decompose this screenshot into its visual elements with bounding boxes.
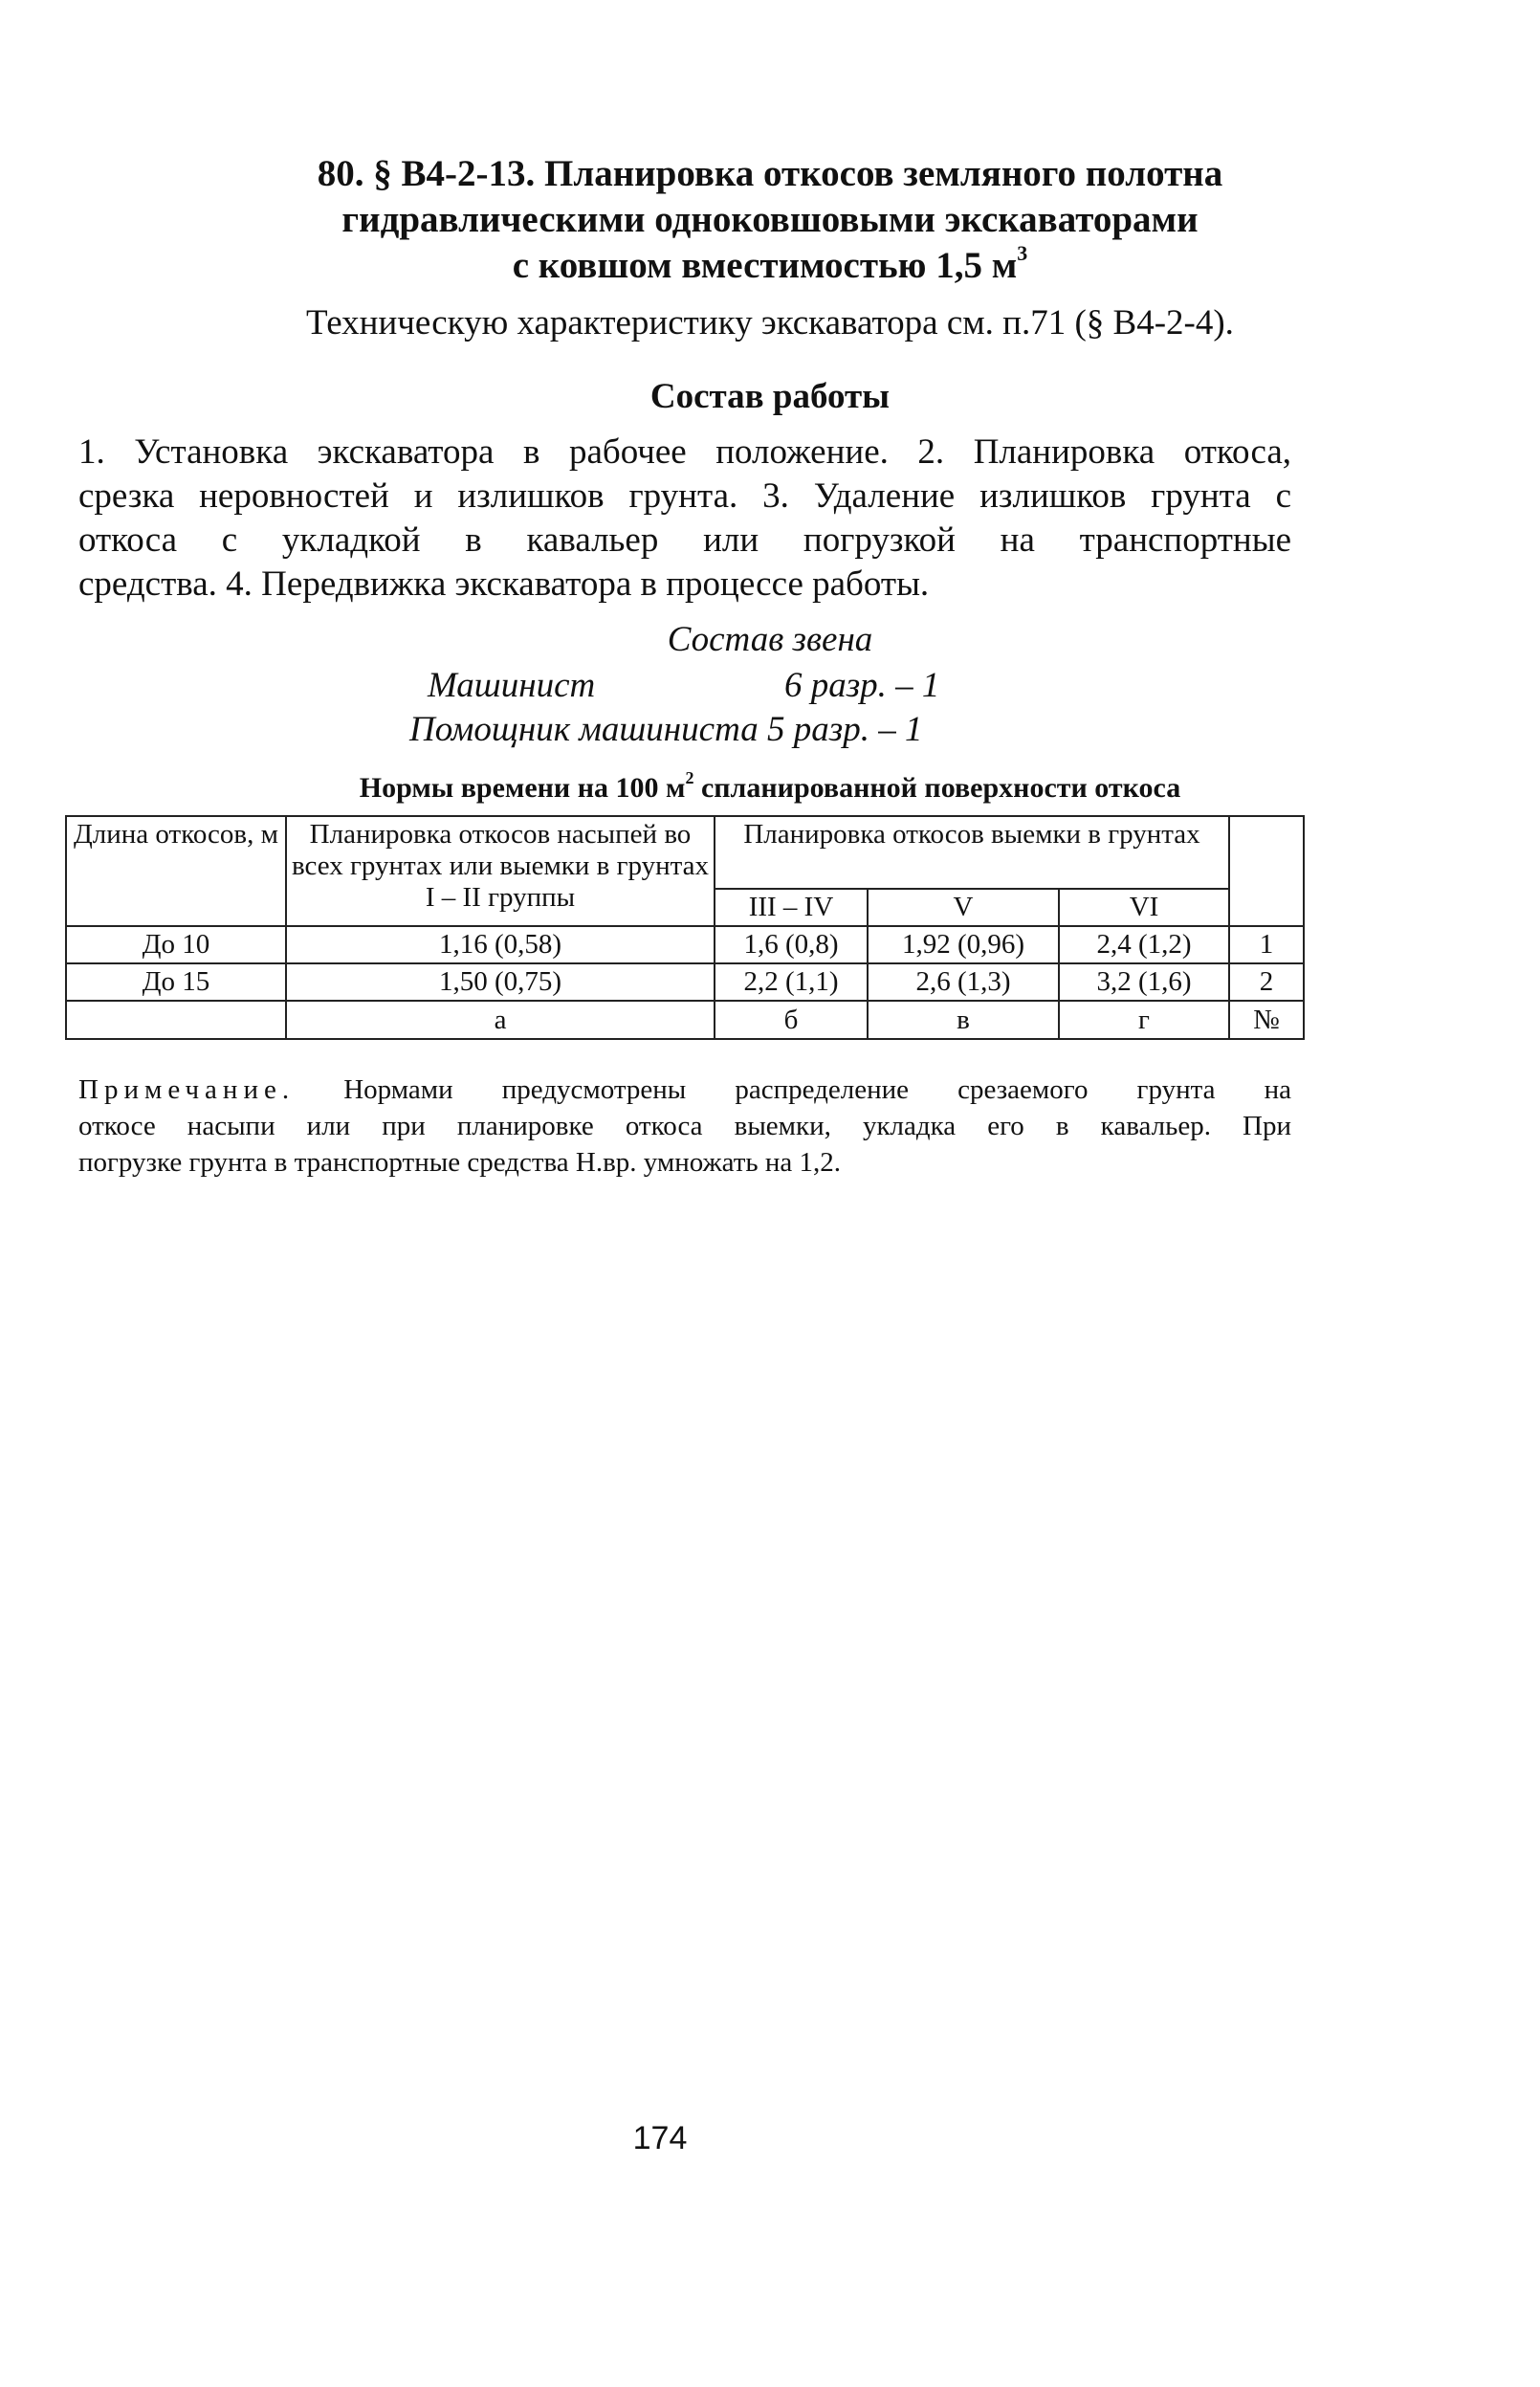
header-excavation: Планировка откосов выемки в грунтах — [715, 816, 1229, 889]
note-line-3: погрузке грунта в транспортные средства Н.вр. умножать на 1,2. — [78, 1147, 842, 1178]
header-soil-group: III – IV — [715, 889, 868, 926]
cell-length: До 15 — [66, 963, 286, 1001]
page-number: 174 — [632, 2120, 688, 2156]
crew-grade-driver: 6 разр. – 1 — [784, 666, 940, 705]
footer-num: № — [1229, 1001, 1304, 1039]
work-composition-heading: Состав работы — [649, 377, 891, 416]
title-line-2: гидравлическими одноковшовыми экскаваторами — [341, 199, 1199, 240]
note-label: Примечание. — [78, 1074, 296, 1105]
header-soil-group: V — [868, 889, 1059, 926]
footer-blank — [66, 1001, 286, 1039]
note-line-1-text: Нормами предусмотрены распределение срезаемого грунта на — [343, 1074, 1291, 1105]
work-line: откоса с укладкой в кавальер или погрузкой на транспортные — [78, 520, 1291, 560]
note-line-2: откосе насыпи или при планировке откоса выемки, укладка его в кавальер. При — [78, 1111, 1291, 1141]
header-length: Длина откосов, м — [66, 816, 286, 926]
cell-length: До 10 — [66, 926, 286, 963]
table-note — [78, 1072, 1291, 1181]
title-line-1: 80. § В4-2-13. Планировка откосов земляного полотна — [317, 153, 1223, 194]
square-superscript: 2 — [685, 768, 694, 787]
table-row — [66, 926, 1304, 963]
work-line: средства. 4. Передвижка экскаватора в процессе работы. — [78, 564, 930, 604]
footer-a: а — [286, 1001, 715, 1039]
table-footer-row — [66, 1001, 1304, 1039]
cell-b: 1,6 (0,8) — [715, 926, 868, 963]
tech-characteristic-reference: Техническую характеристику экскаватора см. п.71 (§ В4-2-4). — [306, 303, 1234, 343]
footer-d: г — [1059, 1001, 1229, 1039]
cell-c: 1,92 (0,96) — [868, 926, 1059, 963]
note-line-1 — [78, 1072, 1291, 1108]
crew-heading: Состав звена — [667, 620, 873, 659]
footer-c: в — [868, 1001, 1059, 1039]
title-line-3 — [143, 243, 1397, 289]
work-line: 1. Установка экскаватора в рабочее положение. 2. Планировка откоса, — [78, 432, 1291, 472]
cell-a: 1,16 (0,58) — [286, 926, 715, 963]
cell-b: 2,2 (1,1) — [715, 963, 868, 1001]
header-number-blank — [1229, 816, 1304, 926]
table-row — [66, 963, 1304, 1001]
norms-table — [65, 815, 1305, 1040]
cell-c: 2,6 (1,3) — [868, 963, 1059, 1001]
norms-heading-text-after: спланированной поверхности откоса — [693, 772, 1181, 804]
section-title — [143, 151, 1397, 289]
norms-heading-text: Нормы времени на 100 м — [359, 772, 686, 804]
work-composition-text — [78, 431, 1291, 607]
footer-b: б — [715, 1001, 868, 1039]
cell-num: 2 — [1229, 963, 1304, 1001]
header-embankment: Планировка откосов насыпей во всех грунтах или выемки в грунтах I – II группы — [286, 816, 715, 926]
cell-num: 1 — [1229, 926, 1304, 963]
header-soil-group: VI — [1059, 889, 1229, 926]
cell-d: 2,4 (1,2) — [1059, 926, 1229, 963]
cell-a: 1,50 (0,75) — [286, 963, 715, 1001]
cell-d: 3,2 (1,6) — [1059, 963, 1229, 1001]
crew-role-assistant: Помощник машиниста 5 разр. – 1 — [409, 710, 923, 749]
crew-role-driver: Машинист — [428, 666, 596, 705]
cubic-superscript: 3 — [1017, 241, 1028, 265]
norms-heading — [96, 769, 1444, 807]
title-line-3-text: с ковшом вместимостью 1,5 м — [512, 245, 1018, 286]
work-line: срезка неровностей и излишков грунта. 3. Удаление излишков грунта с — [78, 476, 1291, 516]
